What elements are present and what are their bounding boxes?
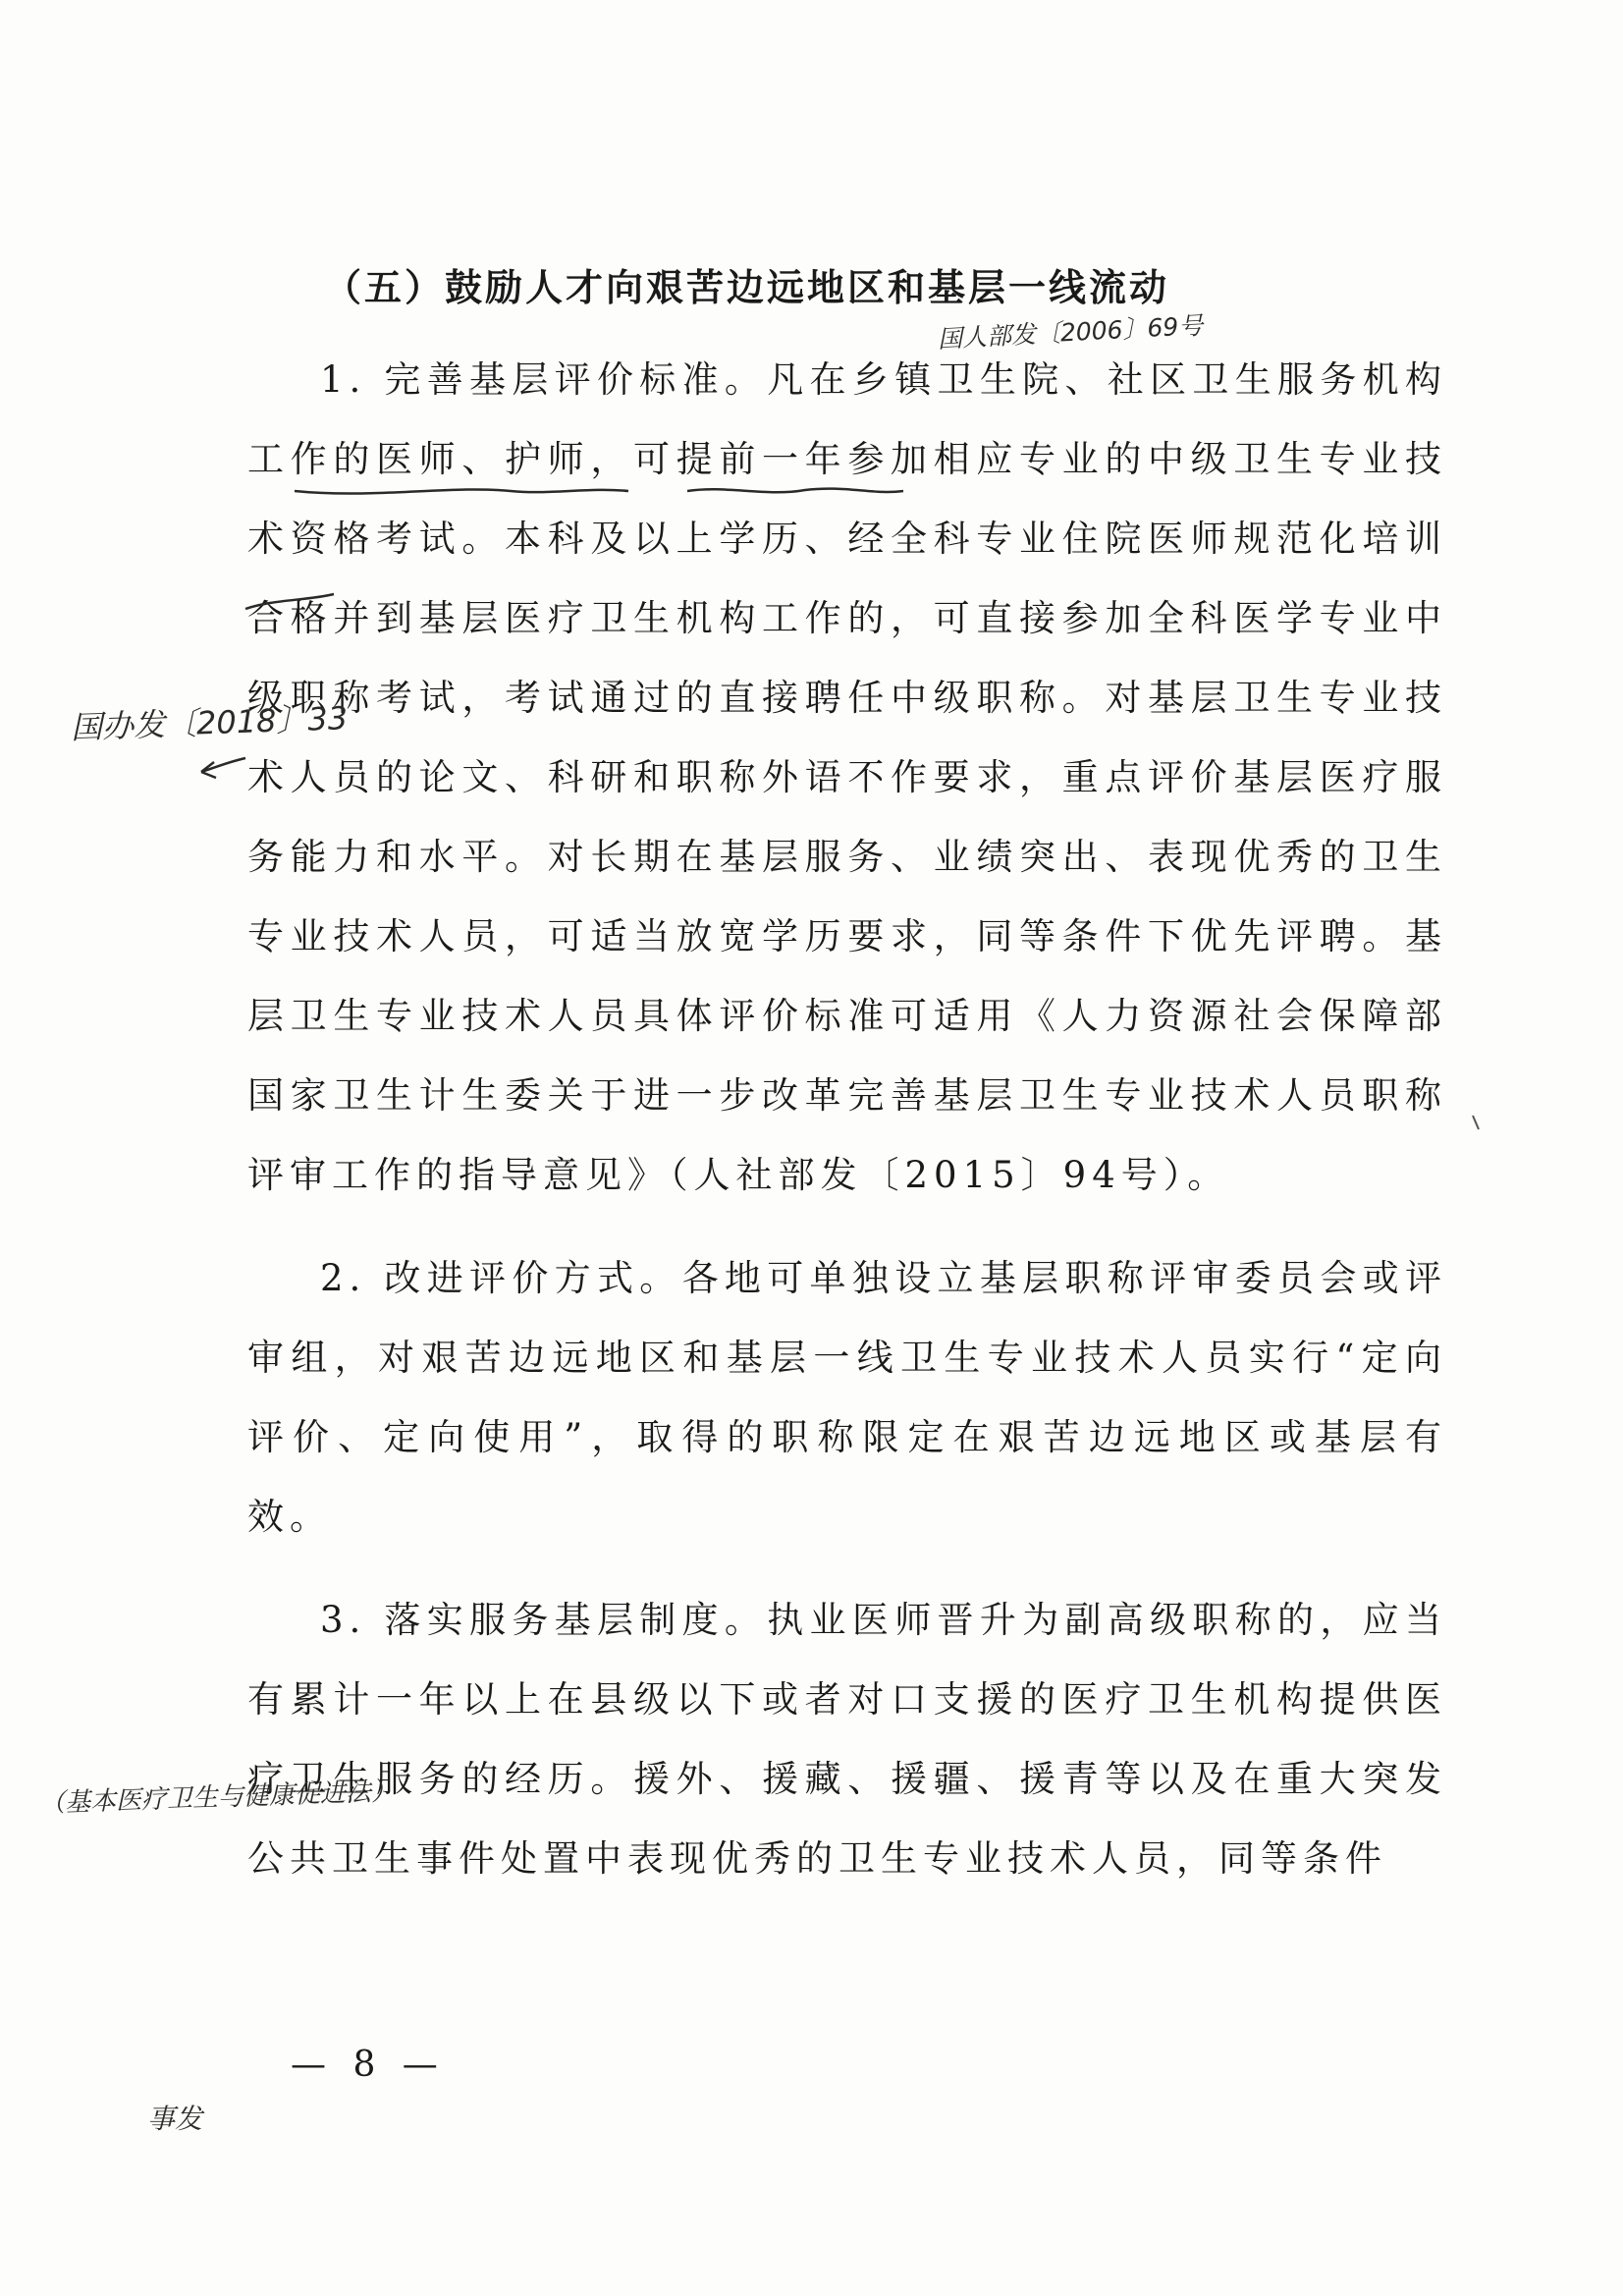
document-body: [247, 340, 1447, 1922]
arrow-icon: [201, 758, 245, 778]
paragraph-3: 3. 落实服务基层制度。执业医师晋升为副高级职称的，应当有累计一年以上在县级以下或者对口支援的医疗卫生机构提供医疗卫生服务的经历。援外、援藏、援疆、援青等以及在重大突发公共卫生事件处置中表现优秀的卫生专业技术人员，同等条件: [247, 1599, 1447, 1880]
handwritten-note-bottom: 事发: [147, 2103, 203, 2135]
margin-mark: [1473, 1116, 1479, 1129]
handwritten-note-top: 国人部发〔2006〕69号: [937, 310, 1204, 354]
paragraph-1: 1. 完善基层评价标准。凡在乡镇卫生院、社区卫生服务机构工作的医师、护师，可提前一年参加相应专业的中级卫生专业技术资格考试。本科及以上学历、经全科专业住院医师规范化培训合格并到基层医疗卫生机构工作的，可直接参加全科医学专业中级职称考试，考试通过的直接聘任中级职称。对基层卫生专业技术人员的论文、科研和职称外语不作要求，重点评价基层医疗服务能力和水平。对长期在基层服务、业绩突出、表现优秀的卫生专业技术人员，可适当放宽学历要求，同等条件下优先评聘。基层卫生专业技术人员具体评价标准可适用《人力资源社会保障部 国家卫生计生委关于进一步改革完善基层卫生专业技术人员职称评审工作的指导意见》（人社部发〔2015〕94号）。: [247, 358, 1447, 1196]
paragraph-2: 2. 改进评价方式。各地可单独设立基层职称评审委员会或评审组，对艰苦边远地区和基层一线卫生专业技术人员实行“定向评价、定向使用”，取得的职称限定在艰苦边远地区或基层有效。: [247, 1257, 1447, 1538]
page-number: — 8 —: [291, 2045, 446, 2085]
handwritten-note-left-2: （基本医疗卫生与健康促进法）: [38, 1777, 398, 1819]
handwritten-note-left-1: 国办发〔2018〕33: [70, 699, 349, 746]
section-heading: （五）鼓励人才向艰苦边远地区和基层一线流动: [324, 265, 1170, 309]
